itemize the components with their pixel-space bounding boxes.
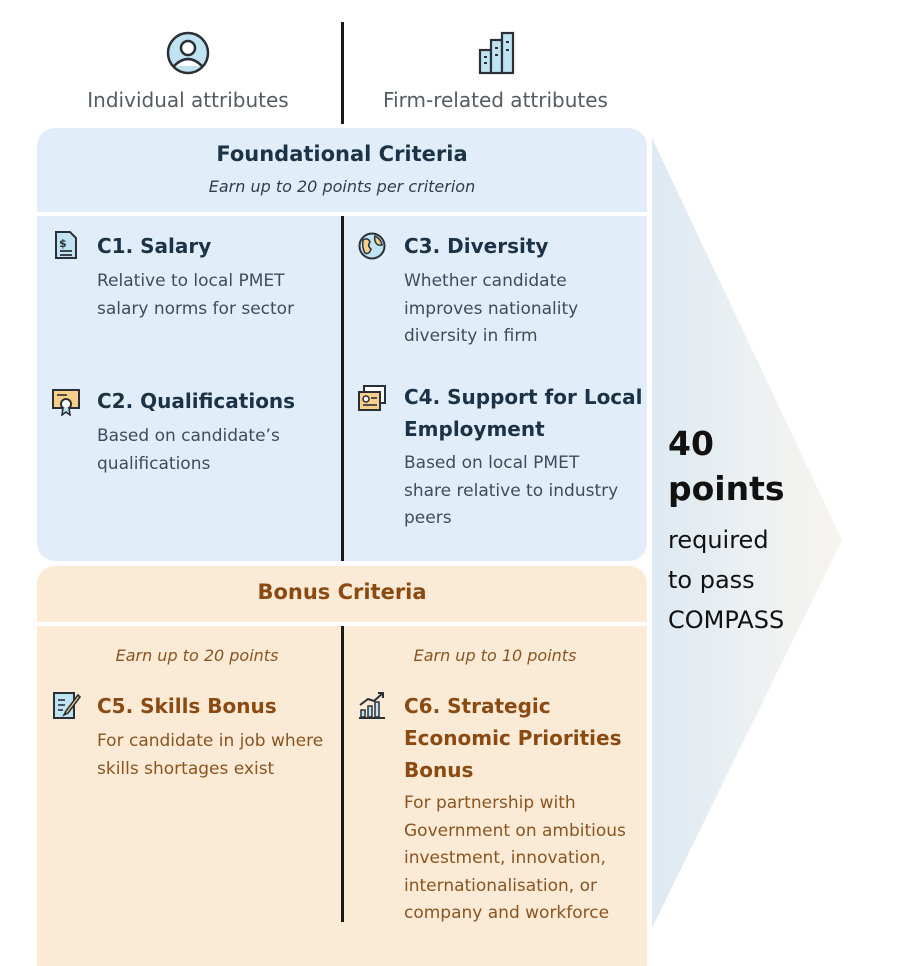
c6-points-subtitle: Earn up to 10 points	[413, 646, 577, 665]
c5-skills-bonus-title: C5. Skills Bonus	[97, 694, 277, 718]
c6-strategic-economic-priorities-description: For partnership with Government on ambitious investment, innovation, internationalisation, or company and workforce	[404, 793, 626, 923]
c1-salary-title: C1. Salary	[97, 234, 212, 258]
document-dollar-icon	[51, 230, 81, 260]
foundational-subtitle: Earn up to 20 points per criterion	[208, 177, 476, 196]
c4-support-local-employment-title: C4. Support for Local Employment	[404, 385, 643, 441]
c3-diversity-title: C3. Diversity	[404, 234, 549, 258]
points-number: 40	[668, 424, 714, 463]
pass-requirement-text: required to pass COMPASS	[668, 526, 785, 634]
svg-text:$: $	[59, 237, 67, 250]
id-card-icon	[357, 384, 387, 414]
checklist-pen-icon	[51, 690, 81, 720]
c2-qualifications-title: C2. Qualifications	[97, 389, 296, 413]
bonus-title: Bonus Criteria	[257, 580, 427, 604]
c5-skills-bonus-description: For candidate in job where skills shortages exist	[97, 731, 324, 779]
c2-qualifications-description: Based on candidate’s qualifications	[97, 426, 280, 474]
globe-icon	[357, 231, 387, 261]
points-word: points	[668, 469, 785, 508]
c1-salary-description: Relative to local PMET salary norms for sector	[97, 271, 295, 319]
person-icon	[165, 30, 211, 76]
individual-attributes-label: Individual attributes	[87, 88, 289, 112]
c4-support-local-employment-description: Based on local PMET share relative to industry peers	[404, 453, 619, 528]
c3-diversity-description: Whether candidate improves nationality diversity in firm	[404, 271, 579, 346]
c6-strategic-economic-priorities-title: C6. Strategic Economic Priorities Bonus	[404, 694, 622, 782]
foundational-column-divider	[341, 216, 344, 561]
growth-chart-icon	[357, 690, 387, 720]
firm-attributes-label: Firm-related attributes	[383, 88, 608, 112]
certificate-icon	[51, 386, 81, 416]
c5-points-subtitle: Earn up to 20 points	[115, 646, 279, 665]
buildings-icon	[476, 30, 518, 76]
bonus-column-divider	[341, 626, 344, 922]
foundational-title: Foundational Criteria	[216, 142, 468, 166]
